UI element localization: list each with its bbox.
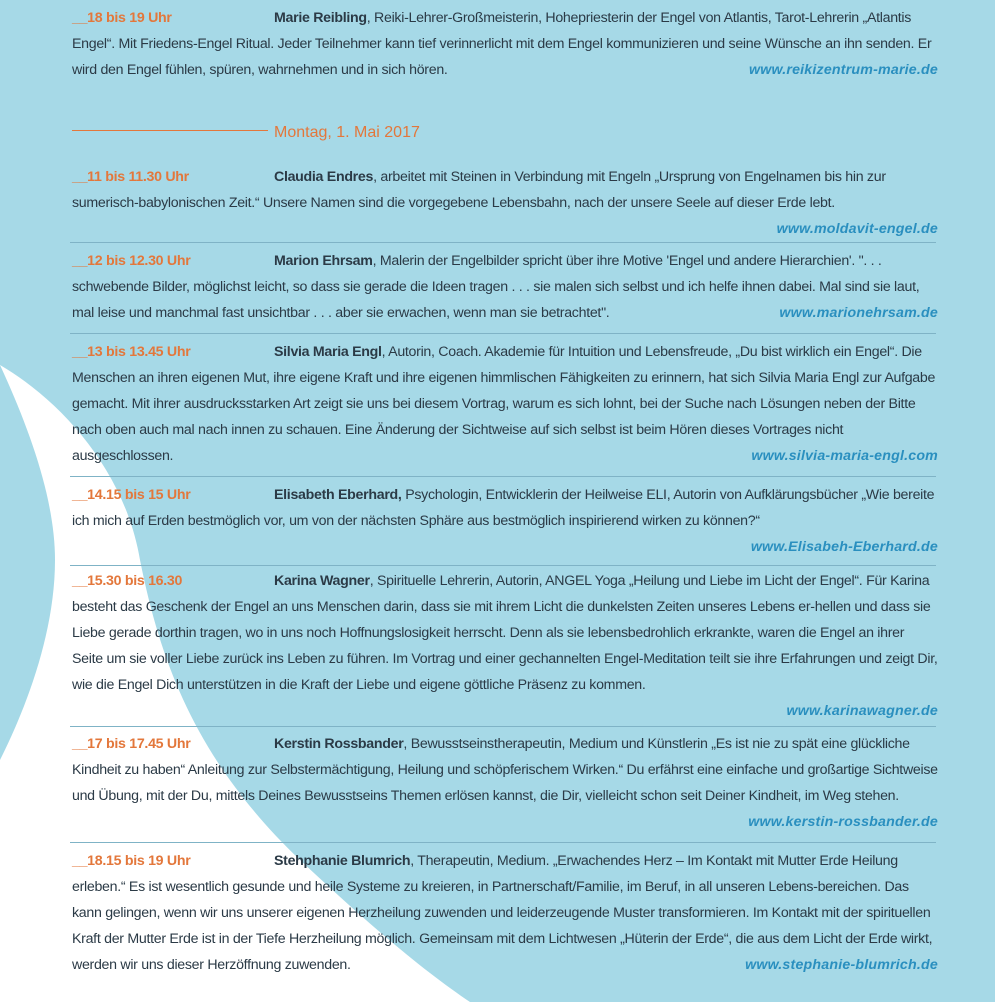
entry-divider — [70, 726, 936, 727]
speaker-website-link[interactable]: www.moldavit-engel.de — [776, 221, 938, 237]
speaker-name: Claudia Endres — [274, 169, 374, 185]
entry-description: , Autorin, Coach. Akademie für Intuition und Lebensfreude, „Du bist wirklich ein Engel“. Die Menschen an ihren eigenen Mut, ihre eigene Kraft und ihre eigenen himmlischen Fähigkeiten zu erinnern, hat sich Silvia Maria Engl zur Aufgabe gemacht. Mit ihrer ausdrucksstarken Art zeigt sie uns bei diesem Vortrag, warum es sich lohnt, bei der Suche nach Lösungen neben der Bitte nach oben auch mal nach innen zu schauen. Eine Änderung der Sichtweise auf sich selbst ist beim Hören dieses Vortrages nicht ausgeschlossen. — [72, 344, 936, 464]
program-entry — [72, 164, 938, 242]
date-heading-text: Montag, 1. Mai 2017 — [274, 124, 420, 141]
entry-description: , Spirituelle Lehrerin, Autorin, ANGEL Yoga „Heilung und Liebe im Licht der Engel“. Für Karina besteht das Geschenk der Engel an uns Menschen darin, dass sie mit ihrem Licht die dunkelsten Zeiten unseres Lebens er-hellen und dass sie Liebe gerade dorthin tragen, wo in uns noch Hoffnungslosigkeit herrscht. Denn als sie lebensbedrohlich erkrankte, waren die Engel an ihrer Seite um sie voller Liebe zurück ins Leben zu führen. Im Vortrag und einer gechannelten Engel-Meditation teilt sie ihre Erfahrungen und zeigt Dir, wie die Engel Dich unterstützen in die Kraft der Liebe und eigene göttliche Präsenz zu kommen. — [72, 573, 938, 693]
entry-description: , Malerin der Engelbilder spricht über ihre Motive 'Engel und andere Hierarchien'. ". . . schwebende Bilder, möglichst leicht, so dass sie gerade die Ideen tragen . . . sie malen sich selbst und ich helfe ihnen dabei. Mal sind sie laut, mal leise und manchmal fast unsichtbar . . . aber sie erwachen, wenn man sie betrachtet". — [72, 253, 920, 321]
program-entry — [72, 339, 938, 469]
time-slot: __15.30 bis 16.30 — [72, 573, 183, 589]
program-entry — [72, 248, 938, 326]
entry-divider — [70, 242, 936, 243]
time-slot: __17 bis 17.45 Uhr — [72, 736, 191, 752]
program-entry — [72, 848, 938, 978]
entry-description: , arbeitet mit Steinen in Verbindung mit Engeln „Ursprung von Engelnamen bis hin zur sumerisch-babylonischen Zeit.“ Unsere Namen sind die vorgegebene Lebensbahn, nach der unsere Seele auf dieser Erde lebt. — [72, 169, 886, 211]
time-slot: __11 bis 11.30 Uhr — [72, 169, 189, 185]
entry-description: , Reiki-Lehrer-Großmeisterin, Hohepriesterin der Engel von Atlantis, Tarot-Lehrerin „Atlantis Engel“. Mit Friedens-Engel Ritual. Jeder Teilnehmer kann tief verinnerlicht mit dem Engel kommunizieren und seine Wünsche an ihn senden. Er wird den Engel fühlen, spüren, wahrnehmen und in sich hören. — [72, 10, 932, 78]
program-entry — [72, 5, 938, 83]
speaker-name: Stehphanie Blumrich — [274, 853, 411, 869]
time-slot: __12 bis 12.30 Uhr — [72, 253, 191, 269]
program-entry — [72, 568, 938, 724]
speaker-name: Elisabeth Eberhard, — [274, 487, 402, 503]
time-slot: __13 bis 13.45 Uhr — [72, 344, 191, 360]
speaker-name: Karina Wagner — [274, 573, 370, 589]
program-entry — [72, 731, 938, 835]
speaker-website-link[interactable]: www.Elisabeh-Eberhard.de — [750, 539, 938, 555]
entry-description: , Therapeutin, Medium. „Erwachendes Herz – Im Kontakt mit Mutter Erde Heilung erleben.“ Es ist wesentlich gesunde und heile Systeme zu kreieren, in Partnerschaft/Familie, im Beruf, in all unseren Lebens-bereichen. Das kann gelingen, wenn wir uns unserer eigenen Herzheilung zuwenden und leiderzeugende Muster transformieren. Im Kontakt mit der spirituellen Kraft der Mutter Erde ist in der Tiefe Herzheilung möglich. Gemeinsam mit dem Lichtwesen „Hüterin der Erde“, die aus dem Licht der Erde wirkt, werden wir uns dieser Herzöffnung zuwenden. — [72, 853, 933, 973]
speaker-name: Kerstin Rossbander — [274, 736, 404, 752]
speaker-website-link[interactable]: www.reikizentrum-marie.de — [749, 62, 938, 78]
time-slot: __18.15 bis 19 Uhr — [72, 853, 191, 869]
entry-description: , Bewusstseinstherapeutin, Medium und Künstlerin „Es ist nie zu spät eine glückliche Kindheit zu haben“ Anleitung zur Selbstermächtigung, Heilung und schöpferischem Wirken.“ Du erfährst eine einfache und großartige Sichtweise und Übung, mit der Du, mittels Deines Bewusstseins Themen erlösen kannst, die Dir, vielleicht schon seit Deiner Kindheit, im Weg stehen. — [72, 736, 938, 804]
heading-rule — [72, 130, 268, 131]
entry-description: Psychologin, Entwicklerin der Heilweise ELI, Autorin von Aufklärungsbücher „Wie bereite ich mich auf Erden bestmöglich vor, um von der nächsten Sphäre aus bestmöglich inspirierend wirken zu können?“ — [72, 487, 935, 529]
entry-divider — [70, 565, 936, 566]
speaker-website-link[interactable]: www.stephanie-blumrich.de — [745, 957, 938, 973]
speaker-website-link[interactable]: www.kerstin-rossbander.de — [748, 814, 938, 830]
date-heading — [72, 120, 420, 146]
entry-divider — [70, 476, 936, 477]
speaker-website-link[interactable]: www.marionehrsam.de — [779, 305, 938, 321]
time-slot: __14.15 bis 15 Uhr — [72, 487, 191, 503]
program-entry — [72, 482, 938, 560]
entry-divider — [70, 842, 936, 843]
speaker-website-link[interactable]: www.silvia-maria-engl.com — [751, 448, 938, 464]
speaker-name: Marion Ehrsam — [274, 253, 373, 269]
speaker-website-link[interactable]: www.karinawagner.de — [786, 703, 938, 719]
time-slot: __18 bis 19 Uhr — [72, 10, 172, 26]
speaker-name: Silvia Maria Engl — [274, 344, 382, 360]
speaker-name: Marie Reibling — [274, 10, 367, 26]
entry-divider — [70, 333, 936, 334]
